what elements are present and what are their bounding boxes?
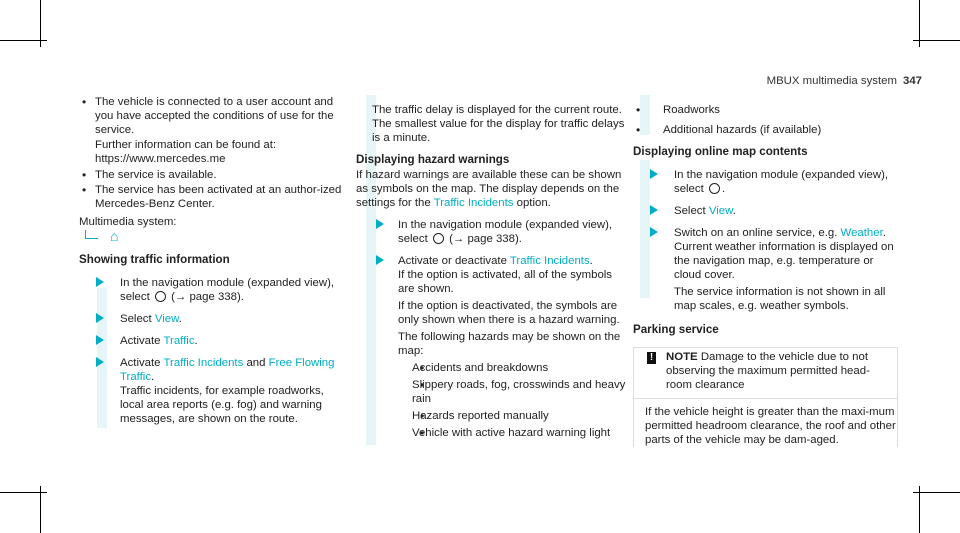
- step-text: Activate: [120, 335, 161, 347]
- list-item: • Hazards reported manually: [398, 409, 626, 423]
- step-description: If the option is activated, all of the symbols are shown.: [398, 269, 613, 295]
- paragraph-text: option.: [516, 197, 551, 209]
- section-heading: Displaying online map contents: [633, 145, 808, 158]
- crop-mark: [40, 486, 41, 533]
- multimedia-label: Multimedia system:: [79, 216, 177, 228]
- crop-mark: [0, 492, 47, 493]
- paragraph-text: If hazard warnings are available these can be shown as symbols on the map. The display depends on the settings for the: [356, 169, 622, 209]
- hazard-paragraph: [356, 168, 626, 210]
- step-text: In the navigation module (expanded view), select: [398, 219, 613, 245]
- page-header: [767, 74, 922, 88]
- step-description: Current weather information is displayed on the navigation map, e.g. temperature or cloud cover.: [674, 241, 894, 281]
- step: Activate Traffic Incidents and Free Flowing Traffic. Traffic incidents, for example roadworks, local area reports (e.g. fog) and warning messages, are shown on the route.: [79, 356, 347, 426]
- note-header: [634, 348, 897, 399]
- step-arrow-icon: [376, 219, 384, 229]
- note-box: [633, 347, 898, 447]
- header-title: MBUX multimedia system: [766, 75, 897, 87]
- list-item: • The service has been activated at an author-ized Mercedes-Benz Center.: [79, 183, 347, 211]
- step: Select View.: [79, 312, 347, 326]
- list-item: • Vehicle with active hazard warning light: [398, 426, 626, 440]
- step-arrow-icon: [650, 169, 658, 179]
- traffic-link[interactable]: Traffic: [163, 335, 195, 347]
- step-text: Activate or deactivate: [398, 255, 507, 267]
- page-number: 347: [902, 75, 922, 87]
- section-heading: Displaying hazard warnings: [356, 153, 510, 166]
- settings-icon: [709, 183, 720, 194]
- view-link[interactable]: View: [154, 313, 179, 325]
- step-text: Activate: [120, 357, 161, 369]
- intro-text: The traffic delay is displayed for the current route. The smallest value for the display for traffic delays is a minute.: [372, 104, 625, 144]
- crop-mark: [919, 486, 920, 533]
- step: [356, 218, 626, 246]
- list-item: • Accidents and breakdowns: [398, 361, 626, 375]
- list-item: • Slippery roads, fog, crosswinds and heavy rain: [398, 378, 626, 406]
- list-item: • The vehicle is connected to a user account and you have accepted the conditions of use for the service.: [79, 95, 347, 137]
- step: In the navigation module (expanded view), select .: [633, 168, 898, 196]
- step-text: and: [246, 357, 266, 369]
- system-path: [79, 229, 347, 245]
- settings-icon: [433, 233, 444, 244]
- column-3: [633, 103, 898, 447]
- step: Activate or deactivate Traffic Incidents. If the option is activated, all of the symbols are shown. If the option is deactivated, the symbols are only shown when there is a hazard warning. The following hazards may be shown on the map: • Accidents and breakdowns • Slippery roads, fog, crosswinds and heavy rain • Hazards reported manually • Vehicle with active hazard warning light: [356, 254, 626, 440]
- weather-link[interactable]: Weather: [840, 227, 883, 239]
- crop-mark: [913, 40, 960, 41]
- list-item: • The service is available.: [79, 168, 347, 182]
- step-arrow-icon: [650, 227, 658, 237]
- step: [79, 276, 347, 304]
- view-link[interactable]: View: [708, 205, 733, 217]
- step-description: The following hazards may be shown on the map:: [398, 331, 621, 357]
- page-ref: (→ page 338).: [449, 233, 522, 245]
- step: Activate Traffic.: [79, 334, 347, 348]
- step-text: In the navigation module (expanded view), select: [674, 169, 889, 195]
- free-flowing-traffic-link[interactable]: Free Flowing Traffic: [120, 357, 335, 383]
- step-description: If the option is deactivated, the symbols are only shown when there is a hazard warning.: [398, 300, 620, 326]
- crop-mark: [0, 40, 47, 41]
- note-title: NOTE: [666, 351, 698, 363]
- further-info: Further information can be found at: https://www.mercedes.me: [95, 139, 277, 165]
- step-description: The service information is not shown in all map scales, e.g. weather symbols.: [674, 286, 886, 312]
- arrow-icon: [85, 230, 98, 239]
- step-arrow-icon: [96, 313, 104, 323]
- crop-mark: [913, 492, 960, 493]
- step-arrow-icon: [376, 255, 384, 265]
- step-arrow-icon: [96, 335, 104, 345]
- section-heading: Parking service: [633, 323, 719, 336]
- home-icon: ⌂: [110, 228, 119, 244]
- step-description: Traffic incidents, for example roadworks, local area reports (e.g. fog) and warning messages, are shown on the route.: [120, 385, 324, 425]
- step-arrow-icon: [650, 205, 658, 215]
- traffic-incidents-link[interactable]: Traffic Incidents: [433, 197, 514, 209]
- step-text: Select: [674, 205, 706, 217]
- settings-icon: [155, 291, 166, 302]
- step-arrow-icon: [96, 357, 104, 367]
- list-item: • Additional hazards (if available): [633, 123, 898, 137]
- note-heading-text: Damage to the vehicle due to not observing the maximum permitted head-room clearance: [666, 351, 870, 391]
- step-text: Switch on an online service, e.g.: [674, 227, 838, 239]
- step-arrow-icon: [96, 277, 104, 287]
- step: Switch on an online service, e.g. Weather. Current weather information is displayed on the navigation map, e.g. temperature or cloud cover. The service information is not shown in all map scales, e.g. weather symbols.: [633, 226, 898, 313]
- note-body: If the vehicle height is greater than the maxi-mum permitted headroom clearance, the roof and other parts of the vehicle may be dam-aged.: [645, 406, 896, 446]
- traffic-incidents-link[interactable]: Traffic Incidents: [163, 357, 244, 369]
- step: Select View.: [633, 204, 898, 218]
- page-ref: (→ page 338).: [171, 291, 244, 303]
- warning-icon: !: [647, 352, 656, 364]
- column-1: [79, 95, 347, 426]
- section-heading: Showing traffic information: [79, 253, 230, 266]
- traffic-incidents-link[interactable]: Traffic Incidents: [509, 255, 590, 267]
- step-text: Select: [120, 313, 152, 325]
- step-text: In the navigation module (expanded view), select: [120, 277, 335, 303]
- list-item: • Roadworks: [633, 103, 898, 117]
- column-2: [356, 103, 626, 440]
